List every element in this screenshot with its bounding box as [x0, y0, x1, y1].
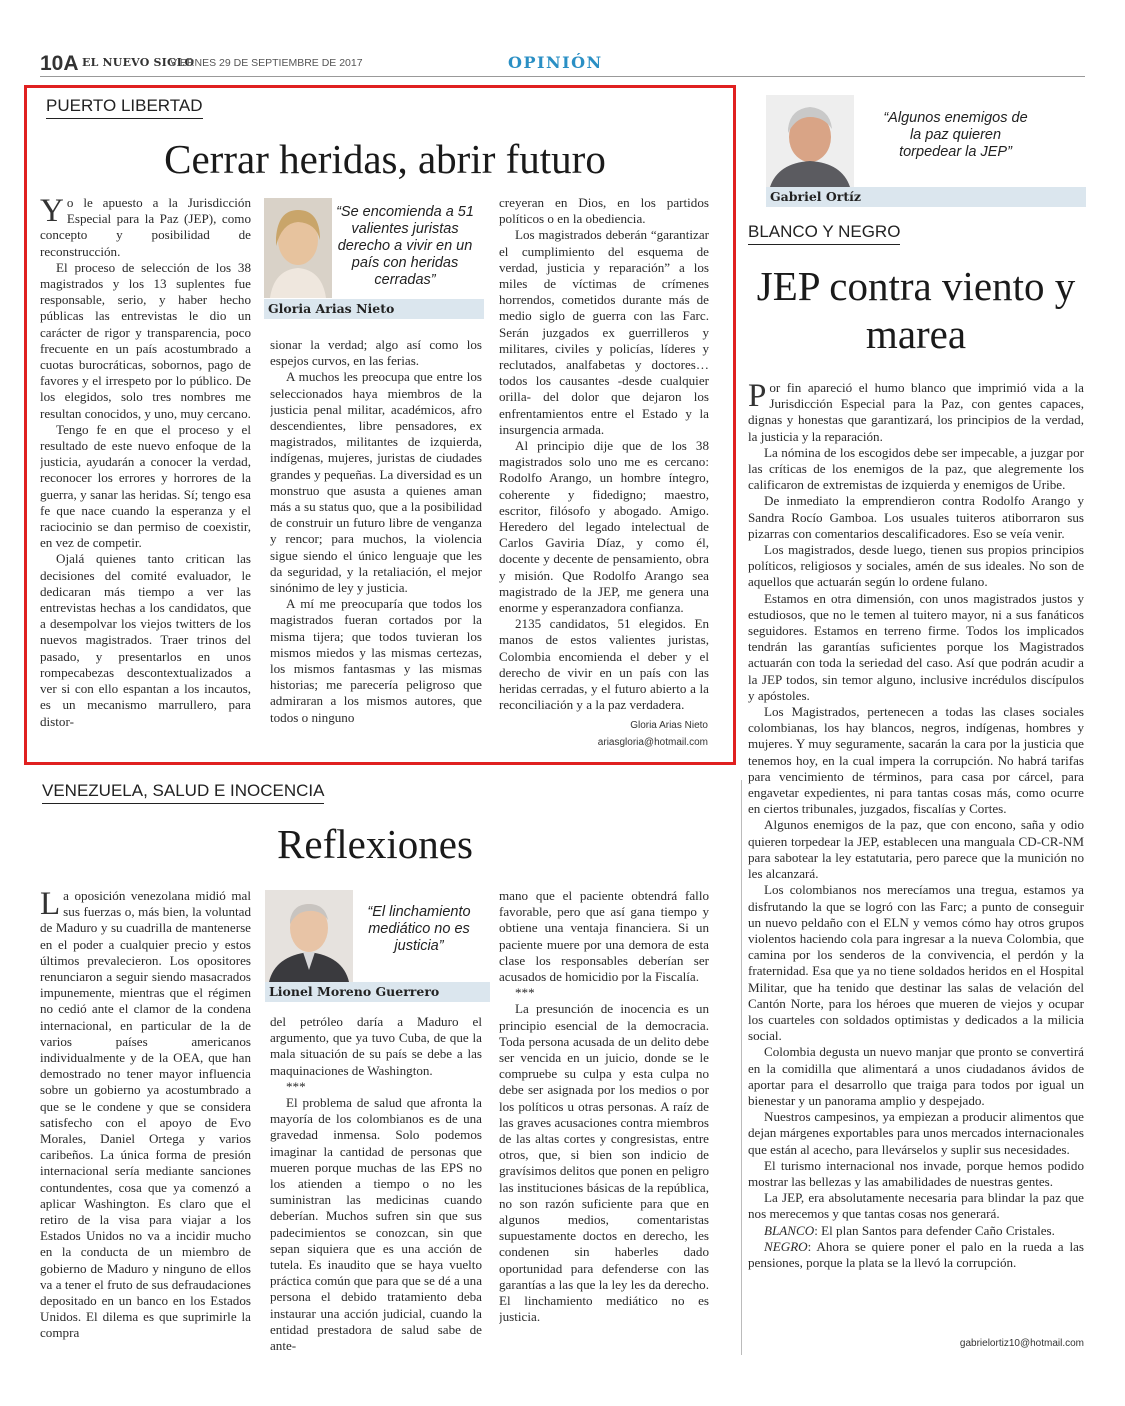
article1-dropcap: Y	[40, 195, 64, 229]
issue-date: VIERNES 29 DE SEPTIEMBRE DE 2017	[170, 57, 363, 69]
paragraph: or fin apareció el humo blanco que imprimió vida a la Jurisdicción Especial para la Paz, con gentes capaces, dignas y honestas que garantizará, los principios de la verdad, la justicia y la reparación.	[748, 380, 1084, 444]
paragraph: Los magistrados, desde luego, tienen sus propios principios políticos, religiosos y sociales, amén de sus ideales. No son de aquellos que actuarán según lo ordene fulano.	[748, 542, 1084, 590]
article2-column-2	[270, 1014, 482, 1378]
paragraph: o le apuesto a la Jurisdicción Especial para la Paz (JEP), como concepto y posibilidad de reconstrucción.	[40, 195, 251, 259]
paragraph: creyeran en Dios, en los partidos políticos o en la obediencia.	[499, 195, 709, 227]
paragraph: El turismo internacional nos invade, porque hemos podido mostrar las bellezas y las amabilidades de nuestras gentes.	[748, 1157, 1084, 1189]
negro-label: NEGRO	[764, 1238, 808, 1254]
paragraph: Al principio dije que de los 38 magistrados solo uno me es cercano: Rodolfo Arango, un hombre íntegro, coherente y fidedigno; maestro, escritor, filósofo y abogado. Amigo. Heredero del legado intelectual de Carlos Gaviria Díaz, y como él, docente y decente de pensamiento, obra y misión. Que Rodolfo Arango sea magistrado de la JEP, me genera una enorme y esperanzadora confianza.	[499, 438, 709, 616]
column-divider	[741, 780, 742, 1355]
paragraph: Los magistrados deberán “garantizar el cumplimiento del esquema de verdad, justicia y reparación” a los miles de víctimas de crímenes horrendos, cometidos durante más de medio siglo de guerra con las Farc. Serán juzgados ex guerrilleros y militares, civiles y policías, líderes y reclutados, analfabetas y doctores… todos los causantes -desde cualquier orilla- del dolor que dejaron los enfrentamientos entre el Estado y la insurgencia armada.	[499, 227, 709, 437]
article2-column-3	[499, 888, 709, 1378]
blanco-label: BLANCO	[764, 1222, 815, 1238]
newspaper-name: EL NUEVO SIGLO	[82, 56, 195, 69]
paragraph: del petróleo daría a Maduro el argumento, que ya tuvo Cuba, de que la mala situación de su país se debe a las maquinaciones de Washington.	[270, 1014, 482, 1078]
article1-column-1	[40, 195, 251, 750]
separator: ***	[515, 985, 535, 1001]
page-number: 10A	[40, 52, 79, 75]
paragraph: Algunos enemigos de la paz, que con encono, saña y odio quieren torpedear la JEP, establecen una manguala CD-CR-NM para sabotear la ley estatutaria, pero parece que la munición no les alcanzará.	[748, 817, 1084, 882]
paragraph: Estamos en otra dimensión, con unos magistrados justos y estudiosos, que no le temen al tuitero mayor, ni a sus fanáticos seguidores. Estamos en terreno firme. Todos los implicados tendrán las garantías suficientes porque los Magistrados actuarán con toda la seriedad del caso. Así que podrán acudir a la JEP todos, sin temor alguno, inclusive incrédulos discípulos y apóstoles.	[748, 590, 1084, 703]
paragraph: El proceso de selección de los 38 magistrados y los 13 suplentes fue responsable, serio, y haber hecho públicas las entrevistas le dio un carácter de rigor y transparencia, poco frecuente en un país acostumbrado a cuotas burocráticas, sobornos, pago de favores y el irrespeto por lo público. De los elegidos, solo tres nombres me resultan conocidos, y uno, muy cercano.	[40, 259, 251, 421]
article3-pull-quote: “Algunos enemigos de la paz quieren torpedear la JEP”	[883, 110, 1028, 160]
paragraph: El problema de salud que afronta la mayoría de los colombianos es de una gravedad inmensa. Solo podemos imaginar la cantidad de personas que mueren porque muchas de las EPS no los atienden a tiempo o no les suministran las medicinas cuando deberían. Muchos sufren sin que sus padecimientos se conozcan, sin que sepan siquiera que es una acción de tutela. Es inaudito que se haya vuelto práctica común que para que se dé a una persona el debido tratamiento deba instaurar una acción judicial, cuando la entidad prestadora de salud sabe de ante-	[270, 1095, 482, 1354]
article2-pull-quote: “El linchamiento mediático no es justicia”	[367, 904, 471, 954]
author-photo	[264, 198, 332, 298]
section-title: OPINIÓN	[508, 53, 603, 72]
article2-column-1	[40, 888, 251, 1378]
paragraph: La presunción de inocencia es un principio esencial de la democracia. Toda persona acusada de un delito debe ser vencida en un juicio, donde se le compruebe su culpa y esta culpa no debe ser asignada por los medios o por los políticos u otras personas. A raíz de las graves acusaciones contra miembros de las altas cortes y congresistas, entre otros, que, si bien son indicio de gravísimos delitos que ponen en peligro las instituciones básicas de la república, no son razón suficiente para que en algunos medios, comentaristas supuestamente doctos en derecho, les condenen sin haberles dado oportunidad para defenderse con las garantías a las que la ley les da derecho. El linchamiento mediático no es justicia.	[499, 1001, 709, 1325]
article1-column-3	[499, 195, 709, 720]
article1-kicker: PUERTO LIBERTAD	[46, 96, 203, 119]
article2-headline: Reflexiones	[277, 821, 473, 867]
article1-signature-name: Gloria Arias Nieto	[630, 720, 708, 731]
paragraph: A mí me preocuparía que todos los magistrados fueran cortados por la misma tijera; que todos tuvieran los mismos miedos y las mismas certezas, los mismos fantasmas y las mismas historias; me parecería peligroso que admiraran a los mismos autores, que todos o ninguno	[270, 596, 482, 725]
article1-headline: Cerrar heridas, abrir futuro	[164, 136, 606, 182]
article2-kicker: VENEZUELA, SALUD E INOCENCIA	[42, 781, 324, 804]
article2-dropcap: L	[40, 888, 61, 922]
paragraph: De inmediato la emprendieron contra Rodolfo Arango y Sandra Rocío Gamboa. Los usuales tuiteros atiborraron sus pizarras con comentarios descalificadores. Eso se veía venir.	[748, 493, 1084, 541]
paragraph: Ojalá quienes tanto critican las decisiones del comité evaluador, le dedicaran más tiempo a ver las entrevistas hechas a los candidatos, que a desempolvar los viejos twitters de los nuevos magistrados. Traer trinos del pasado, y presentarlos en unos rompecabezas descontextualizados a ver si con ello espantan a los incautos, es un mecanismo marrullero, para distor-	[40, 551, 251, 729]
paragraph: La JEP, era absolutamente necesaria para blindar la paz que nos merecemos y que tantas cosas nos generará.	[748, 1190, 1084, 1222]
article1-author-bar: Gloria Arias Nieto	[264, 299, 484, 319]
paragraph: Colombia degusta un nuevo manjar que pronto se convertirá en la comidilla que alimentará a unos ciudadanos ávidos de aportar para el desarrollo que traiga para todos por igual un bienestar y un panorama amplio y despejado.	[748, 1044, 1084, 1108]
negro-text: : Ahora se quiere poner el palo en la rueda a las pensiones, porque la plata se la llevó la corrupción.	[748, 1238, 1084, 1270]
negro-paragraph	[748, 1239, 1084, 1271]
article2-author-bar: Lionel Moreno Guerrero	[265, 982, 490, 1002]
article1-signature-email: ariasgloria@hotmail.com	[597, 737, 708, 748]
article3-dropcap: P	[748, 380, 767, 414]
blanco-paragraph	[748, 1223, 1084, 1239]
article3-author-bar: Gabriel Ortíz	[766, 187, 1086, 207]
header-rule	[40, 76, 1085, 77]
paragraph: sionar la verdad; algo así como los espejos curvos, en las ferias.	[270, 337, 482, 369]
paragraph: 2135 candidatos, 51 elegidos. En manos de estos valientes juristas, Colombia encomienda el deber y el derecho de vivir en un país con las heridas cerradas, y el futuro abierto a la reconciliación y a la paz verdadera.	[499, 616, 709, 713]
paragraph: mano que el paciente obtendrá fallo favorable, pero que así gana tiempo y obtiene una ventaja financiera. Si un paciente muere por una demora de esta clase los responsables deberían ser acusados de homicidio por la Fiscalía.	[499, 888, 709, 985]
paragraph: A muchos les preocupa que entre los seleccionados haya miembros de la justicia penal militar, académicos, afro descendientes, libre pensadores, ex magistrados, militantes de izquierda, indígenas, mujeres, juristas de ciudades grandes y pequeñas. La diversidad es un monstruo que asusta a quienes aman más a su status quo, que a la posibilidad de construir un futuro libre de venganza y rencor; para muchos, la violencia sigue siendo el único lenguaje que les da seguridad, y la retaliación, el mejor sinónimo de ley y justicia.	[270, 369, 482, 596]
author-photo	[766, 95, 854, 187]
paragraph: Los colombianos nos merecíamos una tregua, estamos ya disfrutando la que se logró con las Farc; a punto de conseguir un nuevo peldaño con el ELN y vemos cómo hay otros grupos violentos haciendo cola para ingresar a la nueva Colombia, que camina por los senderos de la convivencia, el perdón y la fraternidad. Esa que ya no tiene soldados heridos en el Hospital Militar, que ha tenido que destinar las salas de velación del Cantón Norte, para los héroes que mueren de viejos y ocupar los cuarteles con soldados optimistas y dedicados a la milicia social.	[748, 882, 1084, 1044]
paragraph: a oposición venezolana midió mal sus fuerzas o, más bien, la voluntad de Maduro y su cuadrilla de mantenerse en el poder a cualquier precio y estos últimos prevalecieron. Los opositores renunciaron a seguir siendo masacrados impunemente, mientras que el régimen no cedió ante el clamor de la condena internacional, en particular de la de varios países americanos individualmente y de la OEA, que han demostrado no tener mayor influencia sobre un gobierno ya acostumbrado a que se le condene y que se considera satisfecho con el apoyo de Evo Morales, Daniel Ortega y varios caribeños. La única forma de presión internacional sería mediante sanciones contundentes, cosa que ya comenzó a aplicar Washington. Es claro que el retiro de la visa para viajar a los Estados Unidos no va a incidir mucho en la conducta de un miembro de gobierno de Maduro y ninguno de ellos va a tener el fruto de sus defraudaciones depositado en un banco en los Estados Unidos. El dilema es que suprimirle la compra	[40, 888, 251, 1341]
separator: ***	[286, 1078, 306, 1094]
author-photo	[265, 890, 353, 982]
paragraph: Tengo fe en que el proceso y el resultado de este nuevo enfoque de la justicia, ayudarán a conocer la verdad, reconocer los errores y horrores de la guerra, y sanar las heridas. Sí; tengo esa fe que nace cuando la esperanza y el raciocinio se dan permiso de coexistir, en vez de competir.	[40, 421, 251, 551]
article1-column-2	[270, 337, 482, 752]
paragraph: Nuestros campesinos, ya empiezan a producir alimentos que dejan márgenes exportables para unos mercados internacionales que están al acecho, para llevárselos y suplir sus necesidades.	[748, 1109, 1084, 1157]
paragraph: Los Magistrados, pertenecen a todas las clases sociales colombianas, los hay blancos, negros, indígenas, hombres y mujeres. Y muy seguramente, sacarán la cara por la justicia que tenemos hoy, en la cual impera la corrupción. No habrá tarifas para vencimiento de términos, para casa por cárcel, para engavetar expedientes, ni para tantas cosas más, como ocurre en ciertos tribunales, juzgados, fiscalías y Cortes.	[748, 704, 1084, 817]
paragraph: La nómina de los escogidos debe ser impecable, a juzgar por las críticas de los enemigos de la paz, que alegremente los calificaron de extremistas de izquierda y enemigos de Uribe.	[748, 444, 1084, 493]
blanco-text: : El plan Santos para defender Caño Cristales.	[814, 1222, 1055, 1238]
article3-kicker: BLANCO Y NEGRO	[748, 222, 900, 245]
article3-signature-email: gabrielortiz10@hotmail.com	[959, 1338, 1084, 1349]
article3-headline: JEP contra viento y marea	[756, 263, 1076, 357]
article1-pull-quote: “Se encomienda a 51 valientes juristas derecho a vivir en un país con heridas cerradas”	[336, 204, 474, 288]
article3-body	[748, 380, 1084, 1336]
